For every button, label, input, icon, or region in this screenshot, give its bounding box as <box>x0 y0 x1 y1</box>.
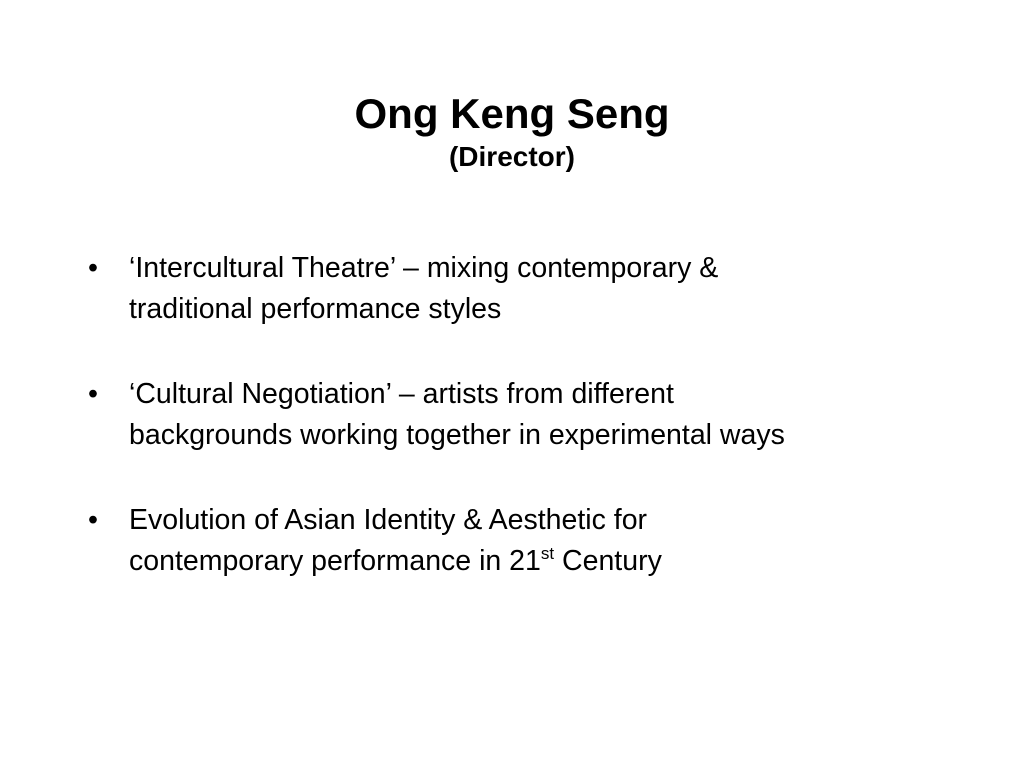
ordinal-superscript: st <box>540 544 555 563</box>
slide-subtitle: (Director) <box>448 141 575 172</box>
bullet-text-line: ‘Intercultural Theatre’ – mixing contemporary & <box>129 252 719 284</box>
bullet-text-fragment: contemporary performance in 21 <box>129 545 541 577</box>
bullet-text-line: traditional performance styles <box>129 293 502 325</box>
bullet-text-line: ‘Cultural Negotiation’ – artists from different <box>129 378 674 410</box>
bullet-icon: • <box>88 252 98 284</box>
bullet-item-cultural-negotiation <box>88 374 988 456</box>
bullet-icon: • <box>88 504 98 536</box>
bullet-item-intercultural-theatre <box>88 248 988 330</box>
bullet-text-line-with-superscript <box>129 541 988 585</box>
bullet-icon: • <box>88 378 98 410</box>
bullet-text-fragment: Century <box>554 545 662 577</box>
bullet-text-line: Evolution of Asian Identity & Aesthetic for <box>129 504 648 536</box>
bullet-list <box>88 248 988 629</box>
slide-title: Ong Keng Seng <box>354 90 670 137</box>
bullet-item-asian-identity <box>88 500 988 585</box>
title-block <box>0 88 1024 174</box>
bullet-text-line: backgrounds working together in experimental ways <box>129 419 785 451</box>
